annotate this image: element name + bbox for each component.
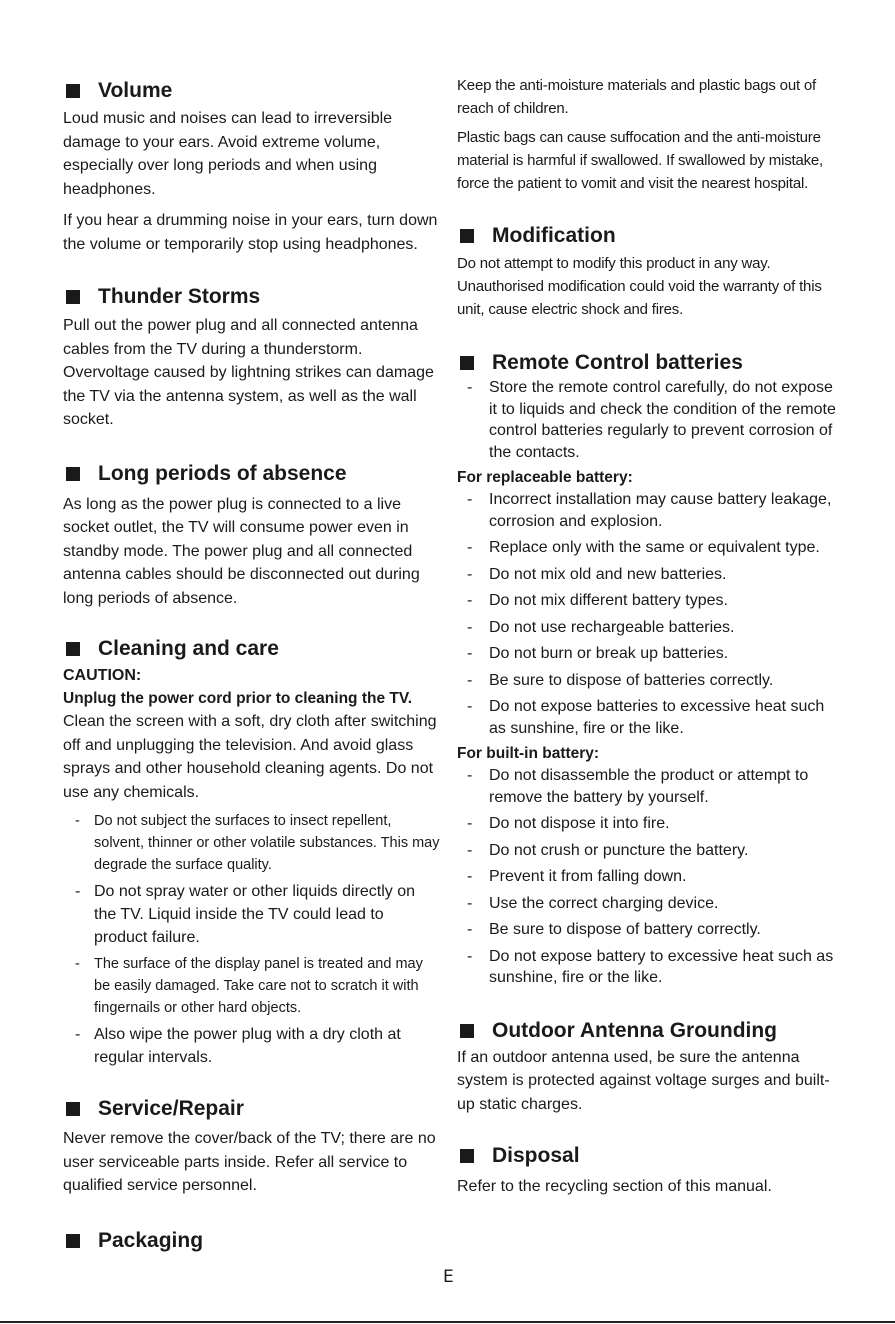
cleaning-paragraph: Clean the screen with a soft, dry cloth after switching off and unplugging the television. And avoid glass sprays and other household cleaning agents. Do not use any chemicals. [63,713,437,801]
list-item: - Replace only with the same or equivalent type. [467,539,820,556]
section-heading-disposal [457,1143,842,1169]
outdoor-antenna-paragraph: If an outdoor antenna used, be sure the antenna system is protected against voltage surges and built-up static charges. [457,1048,830,1113]
long-absence-title: Long periods of absence [98,461,347,485]
built-in-battery-list [457,765,842,989]
list-item: - Do not burn or break up batteries. [467,645,729,662]
cleaning-list [63,810,441,1069]
replaceable-battery-list [457,489,842,739]
modification-paragraph: Do not attempt to modify this product in any way. Unauthorised modification could void the warranty of this unit, cause electric shock and fires. [457,255,822,318]
list-item: - Incorrect installation may cause battery leakage, corrosion and explosion. [467,491,832,530]
right-column [457,72,842,1199]
list-item: - Be sure to dispose of batteries correctly. [467,671,774,689]
list-item: - Do not expose batteries to excessive heat such as sunshine, fire or the like. [467,698,825,737]
bullet-square-icon [460,229,474,243]
disposal-title: Disposal [492,1144,580,1167]
volume-paragraph-2: If you hear a drumming noise in your ears, turn down the volume or temporarily stop using headphones. [63,212,438,253]
volume-paragraph-1: Loud music and noises can lead to irreversible damage to your ears. Avoid extreme volume, especially over long periods and when using headphones. [63,110,393,198]
disposal-paragraph: Refer to the recycling section of this manual. [457,1178,772,1195]
section-heading-remote-batteries [457,350,842,376]
cleaning-title: Cleaning and care [98,637,279,660]
packaging-title: Packaging [98,1228,204,1252]
service-repair-title: Service/Repair [98,1097,244,1120]
bullet-square-icon [66,1234,80,1248]
list-item: - Do not dispose it into fire. [467,815,670,832]
remote-batteries-title: Remote Control batteries [492,351,743,374]
section-heading-service-repair [63,1096,441,1122]
service-repair-paragraph: Never remove the cover/back of the TV; there are no user serviceable parts inside. Refer all service to qualified service personnel. [63,1130,436,1194]
modification-title: Modification [492,224,616,247]
section-heading-modification [457,223,842,249]
thunder-storms-title: Thunder Storms [98,285,261,308]
list-item: - Store the remote control carefully, do not expose it to liquids and check the condition of the remote control batteries regularly to prevent corrosion of the contacts. [467,379,836,461]
list-item: - Prevent it from falling down. [467,868,687,885]
page-letter: E [443,1267,454,1287]
replaceable-battery-heading: For replaceable battery: [457,469,633,486]
list-item: - The surface of the display panel is treated and may be easily damaged. Take care not to scratch it with fingernails or other hard objects. [75,956,423,1016]
bottom-divider [0,1321,895,1323]
section-heading-outdoor-antenna [457,1018,842,1044]
packaging-paragraph-2: Plastic bags can cause suffocation and the anti-moisture material is harmful if swallowed. If swallowed by mistake, force the patient to vomit and visit the nearest hospital. [457,129,824,192]
remote-intro-list [457,377,842,463]
section-heading-cleaning [63,636,441,662]
caution-label: CAUTION: [63,667,142,684]
bullet-square-icon [66,84,80,98]
left-column [63,72,441,1254]
bullet-square-icon [460,356,474,370]
section-heading-long-absence [63,461,441,487]
list-item: - Use the correct charging device. [467,894,719,912]
thunder-storms-paragraph: Pull out the power plug and all connected antenna cables from the TV during a thunderstorm. Overvoltage caused by lightning strikes can damage the TV via the antenna system, as well as the wall socket. [63,317,434,428]
packaging-paragraph-1: Keep the anti-moisture materials and plastic bags out of reach of children. [457,77,817,117]
section-heading-packaging [63,1228,441,1254]
list-item: - Do not spray water or other liquids directly on the TV. Liquid inside the TV could lead to product failure. [75,883,416,946]
bullet-square-icon [460,1149,474,1163]
bullet-square-icon [460,1024,474,1038]
list-item: - Do not expose battery to excessive heat such as sunshine, fire or the like. [467,947,834,986]
section-heading-thunder-storms [63,284,441,310]
section-heading-volume [63,78,441,104]
list-item: - Do not use rechargeable batteries. [467,618,735,636]
unplug-warning: Unplug the power cord prior to cleaning the TV. [63,690,413,707]
list-item: - Do not subject the surfaces to insect repellent, solvent, thinner or other volatile substances. This may degrade the surface quality. [75,813,440,873]
list-item: - Also wipe the power plug with a dry cloth at regular intervals. [75,1026,401,1066]
bullet-square-icon [66,467,80,481]
built-in-battery-heading: For built-in battery: [457,745,600,762]
list-item: - Be sure to dispose of battery correctly. [467,921,761,938]
list-item: - Do not mix old and new batteries. [467,565,727,583]
list-item: - Do not mix different battery types. [467,592,728,609]
bullet-square-icon [66,642,80,656]
list-item: - Do not crush or puncture the battery. [467,841,749,859]
list-item: - Do not disassemble the product or attempt to remove the battery by yourself. [467,767,809,806]
outdoor-antenna-title: Outdoor Antenna Grounding [492,1018,778,1042]
volume-title: Volume [98,79,173,102]
bullet-square-icon [66,1102,80,1116]
long-absence-paragraph: As long as the power plug is connected to a live socket outlet, the TV will consume power even in standby mode. The power plug and all connected antenna cables should be disconnected out during long periods of absence. [63,495,420,607]
bullet-square-icon [66,290,80,304]
